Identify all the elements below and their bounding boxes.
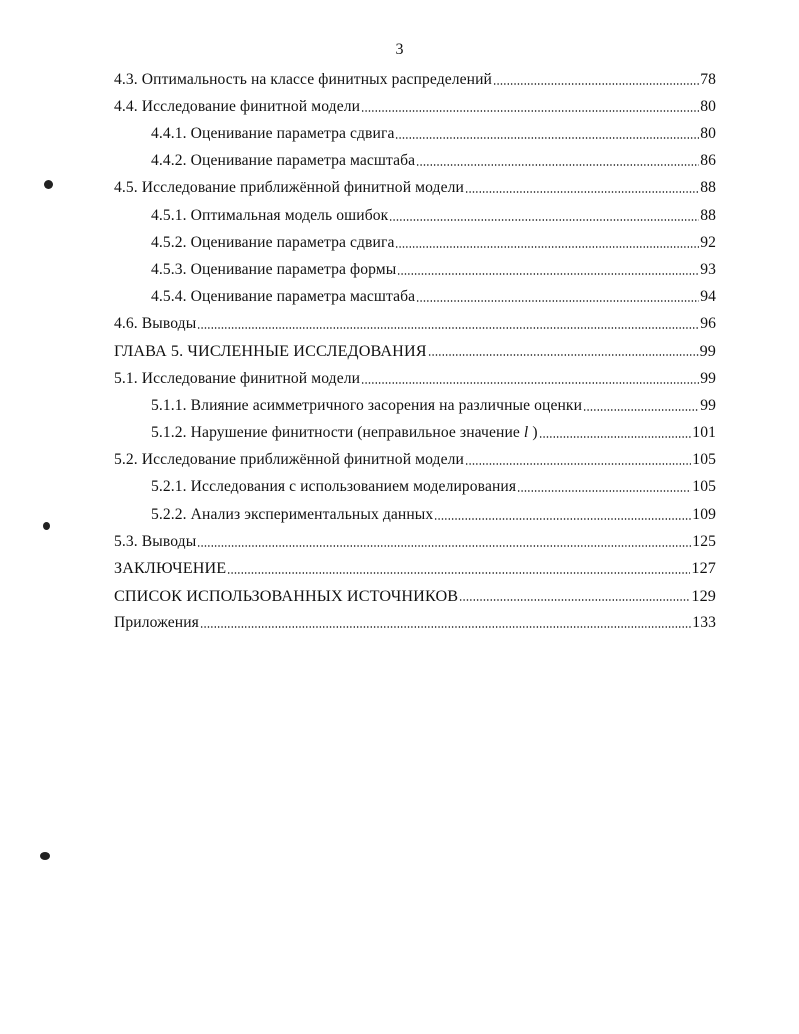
toc-entry-title: 5.2.2. Анализ экспериментальных данных bbox=[151, 505, 434, 523]
toc-entry-title: 4.4.1. Оценивание параметра сдвига bbox=[151, 124, 395, 142]
toc-dot-leader bbox=[200, 623, 691, 631]
toc-entry-title: СПИСОК ИСПОЛЬЗОВАННЫХ ИСТОЧНИКОВ bbox=[114, 586, 459, 605]
toc-entry-page: 80 bbox=[700, 97, 716, 115]
toc-entry-title: 4.5.2. Оценивание параметра сдвига bbox=[151, 233, 395, 251]
toc-entry[interactable] bbox=[114, 528, 716, 555]
toc-entry[interactable] bbox=[114, 338, 716, 365]
toc-entry[interactable] bbox=[114, 555, 716, 582]
toc-entry[interactable] bbox=[114, 419, 716, 446]
toc-entry-page: 99 bbox=[700, 396, 716, 414]
toc-entry-title: 5.3. Выводы bbox=[114, 532, 197, 550]
toc-entry[interactable] bbox=[114, 311, 716, 338]
toc-dot-leader bbox=[434, 515, 691, 523]
toc-entry-page: 133 bbox=[692, 614, 716, 632]
toc-dot-leader bbox=[389, 216, 699, 224]
toc-entry[interactable] bbox=[114, 501, 716, 528]
toc-entry-title: 4.5.1. Оптимальная модель ошибок bbox=[151, 206, 389, 224]
toc-entry-title: 4.4.2. Оценивание параметра масштаба bbox=[151, 152, 416, 170]
toc-dot-leader bbox=[227, 569, 690, 577]
toc-entry[interactable] bbox=[114, 610, 716, 637]
toc-entry-page: 101 bbox=[692, 424, 716, 442]
toc-entry[interactable] bbox=[114, 120, 716, 147]
toc-entry-page: 88 bbox=[700, 206, 716, 224]
toc-dot-leader bbox=[395, 134, 699, 142]
toc-entry-page: 92 bbox=[700, 233, 716, 251]
toc-dot-leader bbox=[197, 542, 691, 550]
toc-entry-page: 105 bbox=[692, 478, 716, 496]
toc-dot-leader bbox=[395, 243, 699, 251]
toc-dot-leader bbox=[197, 324, 699, 332]
toc-entry[interactable] bbox=[114, 93, 716, 120]
toc-entry-title: ГЛАВА 5. ЧИСЛЕННЫЕ ИССЛЕДОВАНИЯ bbox=[114, 341, 427, 360]
toc-entry-title: 4.6. Выводы bbox=[114, 315, 197, 333]
toc-entry-page: 80 bbox=[700, 124, 716, 142]
toc-dot-leader bbox=[517, 487, 691, 495]
toc-dot-leader bbox=[583, 406, 699, 414]
toc-entry-page: 99 bbox=[700, 369, 716, 387]
toc-entry[interactable] bbox=[114, 447, 716, 474]
scan-speck bbox=[44, 180, 53, 189]
toc-entry-title: 4.5.3. Оценивание параметра формы bbox=[151, 260, 397, 278]
toc-entry-page: 78 bbox=[700, 70, 716, 88]
toc-dot-leader bbox=[459, 596, 690, 604]
toc-entry-title: 4.5. Исследование приближённой финитной модели bbox=[114, 179, 464, 197]
toc-entry-title: 5.1.1. Влияние асимметричного засорения на различные оценки bbox=[151, 396, 583, 414]
toc-entry[interactable] bbox=[114, 474, 716, 501]
toc-dot-leader bbox=[416, 297, 699, 305]
toc-dot-leader bbox=[416, 161, 699, 169]
toc-entry[interactable] bbox=[114, 202, 716, 229]
toc-entry-page: 109 bbox=[692, 505, 716, 523]
toc-entry-page: 99 bbox=[699, 341, 716, 360]
toc-entry[interactable] bbox=[114, 175, 716, 202]
toc-entry[interactable] bbox=[114, 583, 716, 610]
scan-speck bbox=[40, 852, 50, 860]
toc-entry-title: Приложения bbox=[114, 614, 199, 632]
toc-entry[interactable] bbox=[114, 148, 716, 175]
toc-dot-leader bbox=[465, 188, 699, 196]
toc-dot-leader bbox=[397, 270, 699, 278]
toc-entry-page: 94 bbox=[700, 288, 716, 306]
toc-entry-page: 105 bbox=[692, 451, 716, 469]
toc-entry-title: 5.2. Исследование приближённой финитной модели bbox=[114, 451, 464, 469]
toc-entry-page: 86 bbox=[700, 152, 716, 170]
toc-entry[interactable] bbox=[114, 365, 716, 392]
toc-entry-page: 127 bbox=[691, 559, 716, 578]
toc-entry-page: 129 bbox=[691, 586, 716, 605]
scan-speck bbox=[43, 522, 50, 530]
page-number: 3 bbox=[395, 41, 404, 58]
toc-entry[interactable] bbox=[114, 229, 716, 256]
toc-dot-leader bbox=[465, 460, 691, 468]
toc-entry[interactable] bbox=[114, 256, 716, 283]
toc-entry[interactable] bbox=[114, 284, 716, 311]
toc-dot-leader bbox=[361, 107, 699, 115]
toc-entry-title: 5.1. Исследование финитной модели bbox=[114, 369, 361, 387]
toc-entry-page: 96 bbox=[700, 315, 716, 333]
toc-entry-title: 4.4. Исследование финитной модели bbox=[114, 97, 361, 115]
toc-dot-leader bbox=[361, 379, 699, 387]
toc-entry-title: ЗАКЛЮЧЕНИЕ bbox=[114, 559, 227, 578]
toc-entry-title: 4.3. Оптимальность на классе финитных распределений bbox=[114, 70, 493, 88]
toc-entry[interactable] bbox=[114, 392, 716, 419]
toc-entry-page: 125 bbox=[692, 532, 716, 550]
toc-dot-leader bbox=[493, 80, 699, 88]
toc-entry[interactable] bbox=[114, 66, 716, 93]
toc-dot-leader bbox=[539, 433, 692, 441]
toc-entry-page: 93 bbox=[700, 260, 716, 278]
toc-entry-page: 88 bbox=[700, 179, 716, 197]
toc-entry-title: 5.2.1. Исследования с использованием моделирования bbox=[151, 478, 517, 496]
toc-dot-leader bbox=[428, 351, 699, 359]
table-of-contents bbox=[114, 66, 716, 637]
toc-entry-title: 4.5.4. Оценивание параметра масштаба bbox=[151, 288, 416, 306]
toc-entry-title: 5.1.2. Нарушение финитности (неправильное значение l ) bbox=[151, 424, 538, 442]
